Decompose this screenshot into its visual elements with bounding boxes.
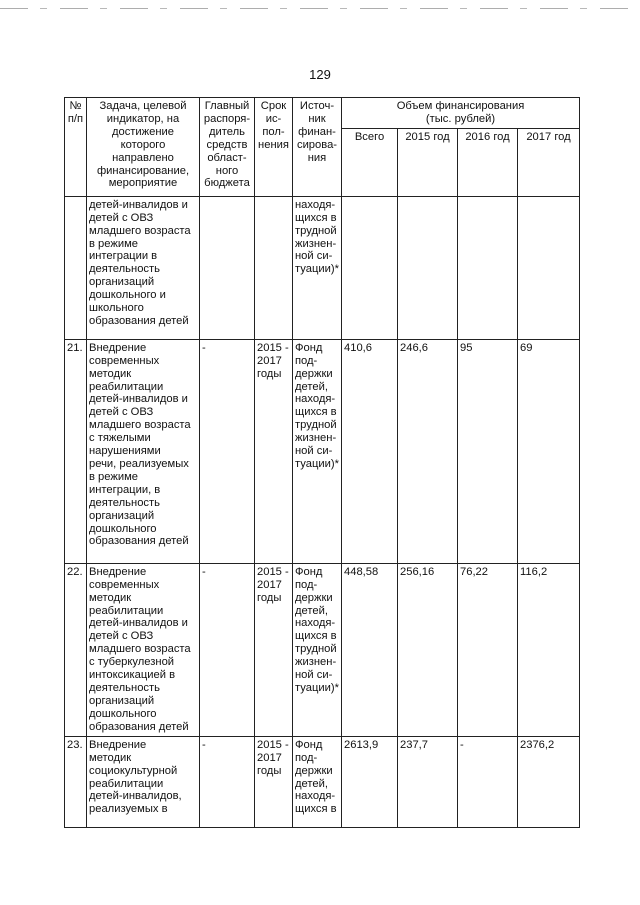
- table-row: [65, 563, 580, 736]
- row-year-2015: 246,6: [398, 339, 458, 563]
- row-year-2017: 116,2: [518, 563, 580, 736]
- row-task: детей-инвалидов и детей с ОВЗ младшего возраста в режиме интеграции в деятельность организаций дошкольного и школьного образования детей: [87, 196, 200, 339]
- row-source: находя- щихся в трудной жизнен- ной си- туации)*: [293, 196, 342, 339]
- header-year-2016: 2016 год: [458, 128, 518, 196]
- row-num: 23.: [65, 736, 87, 827]
- funding-table-container: [64, 97, 580, 828]
- row-term: 2015 - 2017 годы: [255, 563, 293, 736]
- row-year-2017: 69: [518, 339, 580, 563]
- row-year-2015: 256,16: [398, 563, 458, 736]
- funding-table: [64, 97, 580, 828]
- row-responsible: [200, 196, 255, 339]
- header-year-2017: 2017 год: [518, 128, 580, 196]
- row-year-2016: 95: [458, 339, 518, 563]
- row-year-2016: -: [458, 736, 518, 827]
- row-responsible: -: [200, 736, 255, 827]
- row-num: 21.: [65, 339, 87, 563]
- header-year-2015: 2015 год: [398, 128, 458, 196]
- row-source: Фонд под- держки детей, находя- щихся в трудной жизнен- ной си- туации)*: [293, 339, 342, 563]
- row-total: 410,6: [342, 339, 398, 563]
- table-row: [65, 339, 580, 563]
- row-source: Фонд под- держки детей, находя- щихся в трудной жизнен- ной си- туации)*: [293, 563, 342, 736]
- page-number: 129: [309, 67, 331, 82]
- row-total: [342, 196, 398, 339]
- row-num: [65, 196, 87, 339]
- row-task: Внедрение современных методик реабилитации детей-инвалидов и детей с ОВЗ младшего возраста с туберкулезной интоксикацией в деятельность организаций дошкольного образования детей: [87, 563, 200, 736]
- row-year-2015: 237,7: [398, 736, 458, 827]
- row-year-2017: [518, 196, 580, 339]
- row-total: 448,58: [342, 563, 398, 736]
- header-responsible: Главный распоря- дитель средств област- ного бюджета: [200, 98, 255, 197]
- header-funding: Объем финансирования (тыс. рублей): [342, 98, 580, 129]
- header-num: № п/п: [65, 98, 87, 197]
- row-source: Фонд под- держки детей, находя- щихся в: [293, 736, 342, 827]
- header-task: Задача, целевой индикатор, на достижение которого направлено финансирование, мероприятие: [87, 98, 200, 197]
- row-term: [255, 196, 293, 339]
- row-num: 22.: [65, 563, 87, 736]
- header-term: Срок ис- пол- нения: [255, 98, 293, 197]
- row-total: 2613,9: [342, 736, 398, 827]
- row-responsible: -: [200, 339, 255, 563]
- table-row: [65, 196, 580, 339]
- row-term: 2015 - 2017 годы: [255, 339, 293, 563]
- row-year-2016: [458, 196, 518, 339]
- scan-artifact-line: [0, 8, 640, 9]
- table-row: [65, 736, 580, 827]
- row-task: Внедрение методик социокультурной реабилитации детей-инвалидов, реализуемых в: [87, 736, 200, 827]
- header-source: Источ- ник финан- сирова- ния: [293, 98, 342, 197]
- row-year-2015: [398, 196, 458, 339]
- header-total: Всего: [342, 128, 398, 196]
- row-term: 2015 - 2017 годы: [255, 736, 293, 827]
- row-year-2016: 76,22: [458, 563, 518, 736]
- row-responsible: -: [200, 563, 255, 736]
- row-task: Внедрение современных методик реабилитации детей-инвалидов и детей с ОВЗ младшего возраста с тяжелыми нарушениями речи, реализуемых в режиме интеграции, в деятельность организаций дошкольного образования детей: [87, 339, 200, 563]
- row-year-2017: 2376,2: [518, 736, 580, 827]
